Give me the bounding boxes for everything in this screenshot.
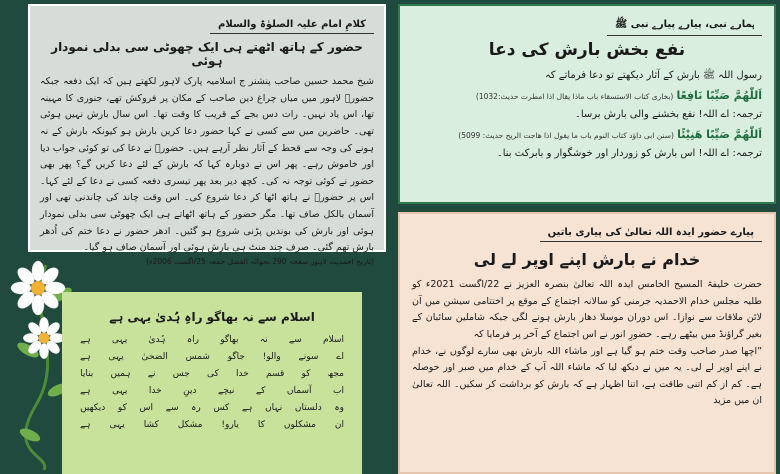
poem-word: سونے (298, 352, 319, 363)
poem-line (80, 419, 344, 432)
poem-word: دینِ (183, 386, 197, 397)
poem-line (80, 385, 344, 398)
poem-word: کو (301, 369, 311, 380)
poem-word: ہے (80, 352, 91, 363)
poem-word: وہ (334, 403, 344, 414)
poem-word: اب (333, 386, 344, 397)
daisy-flower-icon (12, 262, 64, 314)
poem-lines (80, 334, 344, 432)
poem-word: دلستاں (294, 403, 322, 414)
poem-word: والو! (262, 352, 281, 363)
poem-word: نہ (259, 335, 268, 345)
poem-title: اسلام سے نہ بھاگو راہِ ہُدیٰ یہی ہے (109, 310, 315, 324)
poem-word: قسم (266, 369, 285, 380)
poem-word: ان (334, 420, 344, 431)
poem-word: جس (172, 369, 190, 380)
dua-reference-1: (بخاری کتاب الاستسقاء باب ماذا یقال اذا امطرت حدیث:1032) (475, 91, 674, 101)
dua-reference-2: (سنن ابی داؤد کتاب النوم باب ما یقول اذا ھاجت الریح حدیث: 5099) (458, 130, 674, 140)
article-title: خدام نے بارش اپنے اوپر لے لی (473, 250, 701, 269)
poem-word: نے (147, 369, 156, 380)
poem-word: راہ (186, 335, 199, 345)
poem-word: ہمیں (110, 369, 131, 380)
poem-word: رہ (191, 403, 201, 414)
poem-word: یہی (108, 352, 124, 363)
dua-text-2: اَللّٰھُمَّ صَیِّبًا ھَنِیْئًا (677, 127, 762, 141)
hadith-of-imam-panel (28, 4, 386, 266)
poem-word: کشا (143, 420, 159, 431)
poem-word: نیچے (218, 386, 235, 397)
poem-word: ہے (80, 386, 91, 397)
poem-panel (62, 292, 362, 474)
daisy-flower-icon (24, 318, 64, 358)
poem-word: کو (117, 403, 127, 414)
poem-word: دیکھیں (80, 403, 106, 414)
prophet-dua-panel (398, 4, 776, 204)
panel-tag: ہمارے نبی، پیارے پیارے نبی ﷺ (607, 15, 762, 36)
poem-word: مشکلوں (283, 420, 316, 431)
poem-line (80, 368, 344, 381)
article-body-2: ”اچھا صدر صاحب وقت ختم ہو گیا ہے اور ماشاء اللہ بارش بھی سارے لوگوں نے، خدام نے اپنے اوپر لے لی۔ یہ میں نے دیکھ لیا کہ ماشاء اللہ آپ کے خدام میں صبر اور حوصلہ ہے۔ کم از کم اتنی طاقت ہے، اتنا اظہار ہے کہ بارش کو برداشت کر سکیں۔ اللہ تعالیٰ ان میں مزید (412, 345, 762, 407)
translation-1: ترجمہ: اے اللہ! نفع بخشنے والی بارش برسا۔ (574, 109, 762, 120)
poem-word: اے (336, 352, 344, 363)
poem-word: مجھ (327, 369, 344, 380)
poem-word: الضحیٰ (141, 352, 168, 363)
poem-word: خدا (236, 369, 249, 380)
poem-word: کی (207, 369, 219, 380)
poem-word: ہُدیٰ (148, 335, 166, 345)
poem-word: آسماں (286, 386, 312, 397)
poem-word: سے (288, 335, 302, 345)
translation-2: ترجمہ: اے اللہ! اس بارش کو زوردار اور خوشگوار و بابرکت بنا۔ (496, 148, 762, 159)
poem-word: ہے (241, 403, 253, 414)
panel-tag: کلامِ امام علیہ الصلوٰۃ والسلام (210, 16, 374, 34)
article-title: نفع بخش بارش کی دعا (488, 40, 686, 60)
intro-text: رسول اللہ ﷺ بارش کے آثار دیکھتے تو دعا فرماتے کہ (544, 70, 762, 81)
article-reference: (تاریخ احمدیت لاہور صفحہ 290 بحوالہ الفضل جمعہ 25/اگست 2006ء) (146, 256, 374, 266)
poem-line (80, 351, 344, 364)
article-body-1: حضرت خلیفۃ المسیح الخامس ایدہ اللہ تعالیٰ بنصرہ العزیز نے 22/اگست 2021ء کو طلبہ مجلس خدام الاحمدیہ جرمنی کو سالانہ اجتماع کے موقع پر اختتامی سیشن میں آن لائن ملاقات سے نوازا۔ اس دوران موسلا دھار بارش ہونے لگی جبکہ شاملین سائبان کے بغیر گراؤنڈ میں بیٹھے رہے۔ حضورِ انور نے اس اجتماع کے آخر پر فرمایا کہ (412, 279, 763, 340)
poem-word: ہے (80, 335, 91, 345)
poem-word: یہی (109, 420, 125, 431)
article-title: حضور کے ہاتھ اٹھتے ہی ایک چھوٹی سی بدلی نمودار ہوئی (51, 40, 363, 68)
poem-word: کس (213, 403, 230, 414)
poem-word: بنایا (80, 369, 94, 380)
poem-word: یہی (111, 335, 128, 345)
poem-line (80, 334, 344, 347)
poem-word: جاگو (227, 352, 245, 363)
poem-word: نہاں (265, 403, 283, 414)
dua-text-1: اَللّٰھُمَّ صَیِّبًا نَافِعًا (676, 88, 762, 102)
poem-word: سے (165, 403, 179, 414)
poem-word: خدا (148, 386, 162, 397)
poem-word: شمس (185, 352, 210, 363)
poem-word: کے (255, 386, 266, 397)
poem-word: بھاگو (220, 335, 239, 345)
poem-word: یہی (112, 386, 128, 397)
poem-line (80, 402, 344, 415)
poem-word: ہے (80, 420, 91, 431)
poem-word: مشکل (177, 420, 203, 431)
poem-word: اس (139, 403, 154, 414)
poem-word: یارو! (221, 420, 239, 431)
panel-tag: پیارے حضور ایدہ اللہ تعالیٰ کی پیاری باتیں (540, 224, 762, 242)
poem-word: اسلام (323, 335, 344, 345)
poem-word: کا (257, 420, 265, 431)
huzoor-sayings-panel (398, 212, 776, 474)
article-body: شیخ محمد حسین صاحب پنشنر ج اسلامیہ پارک لاہور لکھتے ہیں کہ ایک دفعہ جبکہ حضورؓ لاہور میں میاں چراغ دین صاحب کے مکان پر فروکش تھے، جنوری کا مہینہ تھا، اس یاد نہیں۔ رات دس بجے کے قریب کا وقت تھا۔ اس سال بارش نہیں ہوئی تھی۔ حاضرین میں سے کسی نے کہا حضور دعا کریں بارش ہو کیونکہ بارش کے نہ ہونے کی وجہ سے قحط کے آثار نظر آرہے ہیں۔ حضورؓ نے دعا کی تو کوئی جواب دیا اور خاموش رہے۔ پھر اس نے دوبارہ کہا کہ بارش کے لئے دعا کریں گے؟ پھر بھی حضور نے کوئی توجہ نہ کی۔ کچھ دیر بعد پھر تیسری دفعہ کسی نے دعا کے لئے کہا۔ اس پر حضورؓ نے ہاتھ اٹھا کر دعا شروع کی۔ اس وقت چاند کی چاندنی تھی اور آسمان بالکل صاف تھا۔ مگر حضور کے ہاتھ اٹھاتے ہی ایک چھوٹی سی بدلی نمودار ہوئی اور بارش کی بوندیں پڑنی شروع ہو گئیں۔ ادھر حضور نے دعا ختم کی اُدھر بارش تھم گئی۔ صرف چند منٹ ہی بارش ہوئی اور آسمان صاف ہو گیا۔ (40, 76, 374, 254)
